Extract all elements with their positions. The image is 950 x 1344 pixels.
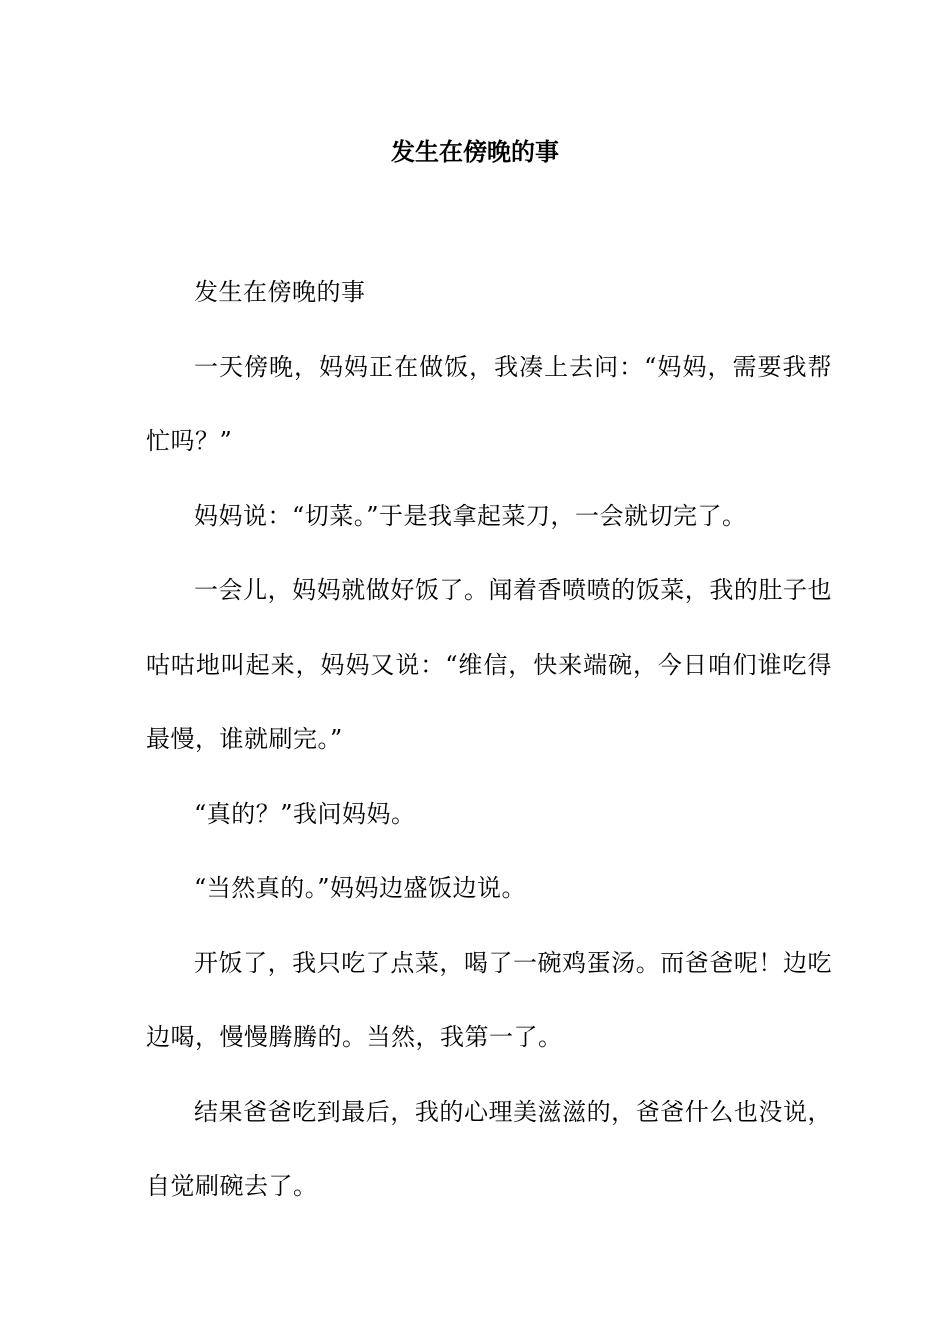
paragraph: “当然真的。”妈妈边盛饭边说。 [194, 874, 527, 902]
document-body [146, 255, 832, 1224]
paragraph: 发生在傍晚的事 [194, 278, 366, 306]
paragraph: 一天傍晚，妈妈正在做饭，我凑上去问：“妈妈，需要我帮忙吗？” [146, 352, 832, 455]
paragraph: 结果爸爸吃到最后，我的心理美滋滋的，爸爸什么也没说，自觉刷碗去了。 [146, 1097, 832, 1200]
paragraph: 妈妈说：“切菜。”于是我拿起菜刀，一会就切完了。 [194, 501, 747, 530]
paragraph: 一会儿，妈妈就做好饭了。闻着香喷喷的饭菜，我的肚子也咕咕地叫起来，妈妈又说：“维信，快来端碗，今日咱们谁吃得最慢，谁就刷完。” [146, 576, 832, 753]
paragraph: 开饭了，我只吃了点菜，喝了一碗鸡蛋汤。而爸爸呢！边吃边喝，慢慢腾腾的。当然，我第一了。 [146, 948, 832, 1051]
document-title: 发生在傍晚的事 [391, 137, 559, 166]
paragraph: “真的？”我问妈妈。 [194, 799, 416, 828]
